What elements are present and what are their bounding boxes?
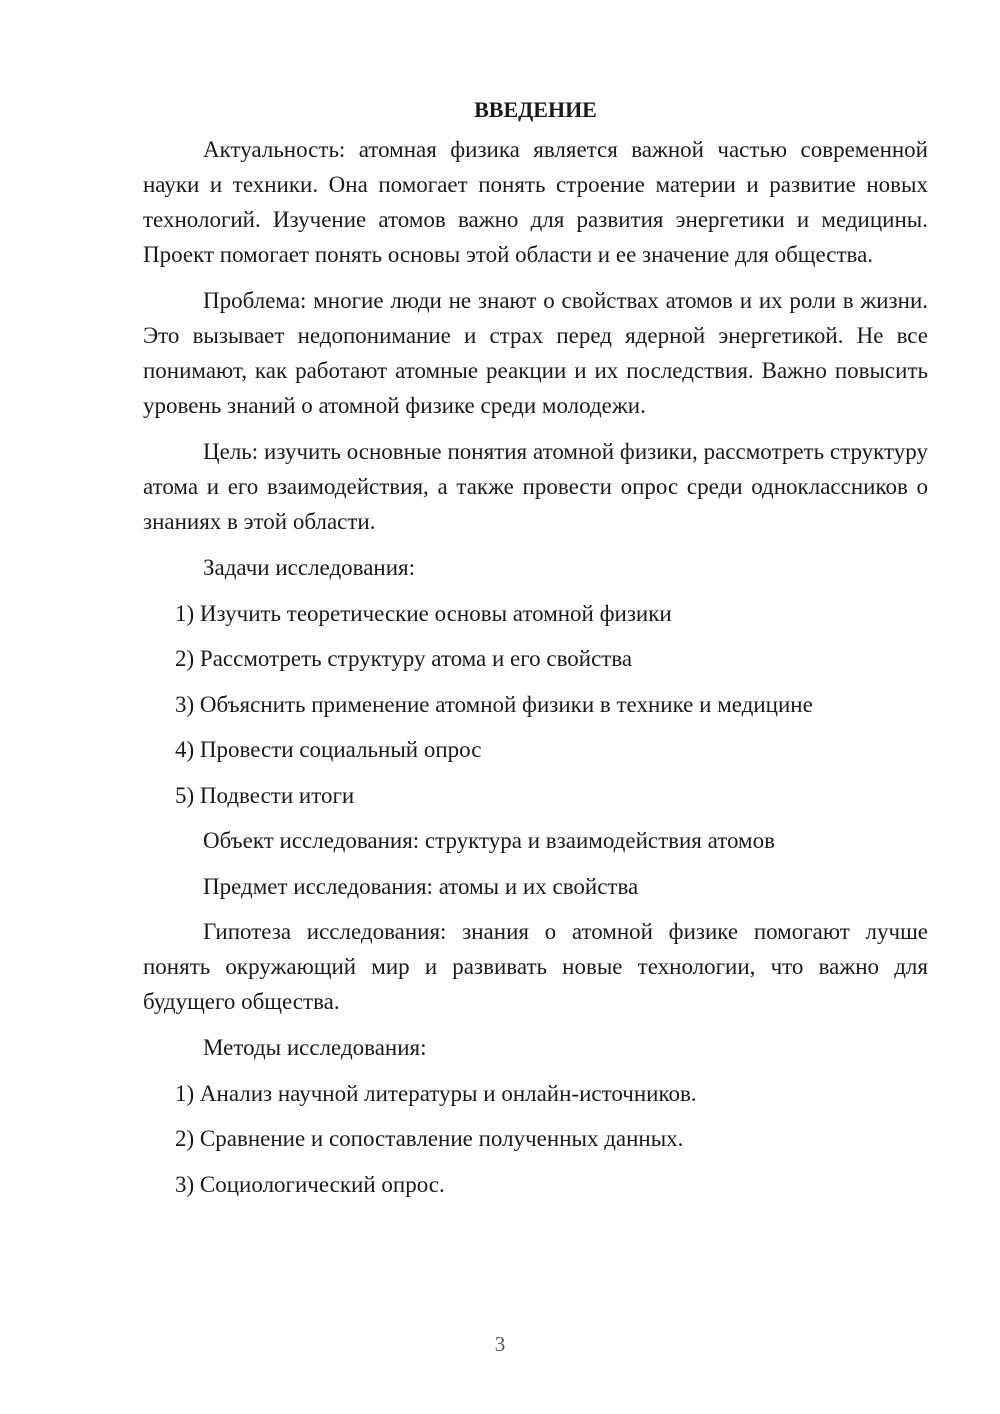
task-item: 3) Объяснить применение атомной физики в технике и медицине (175, 691, 813, 717)
research-object: Объект исследования: структура и взаимодействия атомов (203, 828, 775, 853)
method-item: 1) Анализ научной литературы и онлайн-источников. (175, 1080, 697, 1106)
task-item: 1) Изучить теоретические основы атомной физики (175, 600, 672, 626)
task-item: 4) Провести социальный опрос (175, 737, 482, 762)
section-title: ВВЕДЕНИЕ (474, 97, 597, 122)
method-item: 2) Сравнение и сопоставление полученных данных. (175, 1126, 684, 1151)
paragraph-problem: Проблема: многие люди не знают о свойствах атомов и их роли в жизни. Это вызывает недопонимание и страх перед ядерной энергетикой. Не все понимают, как работают атомные реакции и их последствия. Важно повысить уровень знаний о атомной физике среди молодежи. (143, 288, 928, 418)
research-subject: Предмет исследования: атомы и их свойства (203, 873, 639, 899)
method-item: 3) Социологический опрос. (175, 1171, 445, 1197)
paragraph-hypothesis: Гипотеза исследования: знания о атомной физике помогают лучше понять окружающий мир и развивать новые технологии, что важно для будущего общества. (143, 919, 928, 1014)
page-content (143, 90, 928, 1212)
paragraph-goal: Цель: изучить основные понятия атомной физики, рассмотреть структуру атома и его взаимодействия, а также провести опрос среди одноклассников о знаниях в этой области. (143, 439, 928, 534)
tasks-heading: Задачи исследования: (203, 555, 416, 580)
task-item: 5) Подвести итоги (175, 782, 355, 808)
task-item: 2) Рассмотреть структуру атома и его свойства (175, 646, 633, 671)
page-number: 3 (494, 1332, 506, 1356)
methods-heading: Методы исследования: (203, 1035, 427, 1060)
paragraph-relevance: Актуальность: атомная физика является важной частью современной науки и техники. Она помогает понять строение материи и развитие новых технологий. Изучение атомов важно для развития энергетики и медицины. Проект помогает понять основы этой области и ее значение для общества. (143, 137, 928, 267)
